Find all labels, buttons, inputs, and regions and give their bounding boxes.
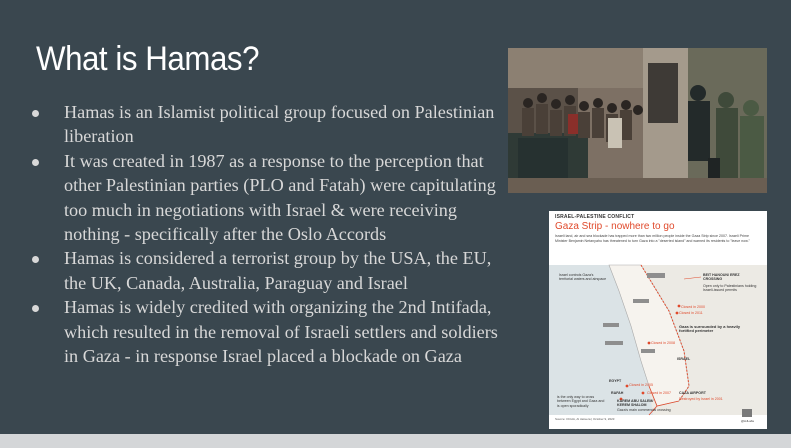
map-source-footer: Source: OCHA, Al Jazeera | October 9, 2023: [555, 417, 615, 421]
bullet-item: [24, 149, 514, 247]
map-brand: @AJLabs: [741, 419, 755, 423]
bullet-text: It was created in 1987 as a response to the perception that other Palestinian parties (PLO and Fatah) were capitulating too much in negotiations with Israel & were receiving nothing - specifically after the Oslo Accords: [64, 150, 496, 245]
bullet-dot-icon: [32, 305, 39, 312]
label-kerem-note: Gaza's main commercial crossing: [617, 408, 671, 412]
label-airspace: Israel controls Gaza's territorial waters and airspace: [559, 273, 607, 282]
protest-photo-illustration: [508, 48, 767, 193]
slide-title: What is Hamas?: [36, 40, 260, 78]
label-rafah-note: is the only way to cross between Egypt and Gaza and is open sporadically: [557, 395, 605, 408]
label-beit-hanoun: BEIT HANOUN/ EREZ CROSSING: [703, 273, 740, 282]
label-airport-note: Destroyed by Israel in 2001: [679, 397, 723, 401]
bullet-item: [24, 100, 514, 149]
bottom-bar: [0, 434, 791, 448]
map-kicker: ISRAEL-PALESTINE CONFLICT: [555, 214, 635, 220]
bullet-text: Hamas is an Islamist political group focused on Palestinian liberation: [64, 102, 495, 147]
protest-photo: [508, 48, 767, 193]
label-perimeter: Gaza is surrounded by a heavily fortified perimeter: [679, 324, 741, 334]
bullet-dot-icon: [32, 159, 39, 166]
bullet-dot-icon: [32, 256, 39, 263]
bullet-list: [24, 100, 514, 368]
gaza-map-infographic: [549, 211, 767, 429]
label-closed-2000: Closed in 2000: [681, 305, 705, 309]
map-title: Gaza Strip - nowhere to go: [555, 221, 675, 232]
label-closed-2007: Closed in 2007: [647, 391, 671, 395]
bullet-item: [24, 246, 514, 295]
label-israel: ISRAEL: [677, 357, 691, 361]
bullet-item: [24, 295, 514, 368]
bullet-dot-icon: [32, 110, 39, 117]
label-airport: CAZA AIRPORT: [679, 391, 706, 395]
map-subtitle: Israeli land, air and sea blockade has trapped more than two million people inside the Gaza Strip since 2007. Israeli Prime Minister Benjamin Netanyahu has threatened to turn Gaza into a "deserted island" and warned its residents to "leave now.": [555, 234, 750, 243]
label-closed-2011: Closed in 2011: [679, 311, 703, 315]
label-rafah: RAFAH: [611, 391, 624, 395]
bullet-text: Hamas is widely credited with organizing the 2nd Intifada, which resulted in the removal of Israeli settlers and soldiers in Gaza - in response Israel placed a blockade on Gaza: [64, 297, 498, 367]
bullet-text: Hamas is considered a terrorist group by the USA, the EU, the UK, Canada, Australia, Paraguay and Israel: [64, 248, 492, 293]
label-closed-2005: Closed in 2005: [629, 383, 653, 387]
label-closed-2008: Closed in 2008: [651, 341, 675, 345]
label-beit-hanoun-note: Open only to Palestinians holding Israeli-issued permits: [703, 284, 757, 293]
label-kerem-shalom: KAREM ABU SALEM/ KEREM SHALOM: [617, 399, 654, 408]
label-egypt: EGYPT: [609, 379, 622, 383]
